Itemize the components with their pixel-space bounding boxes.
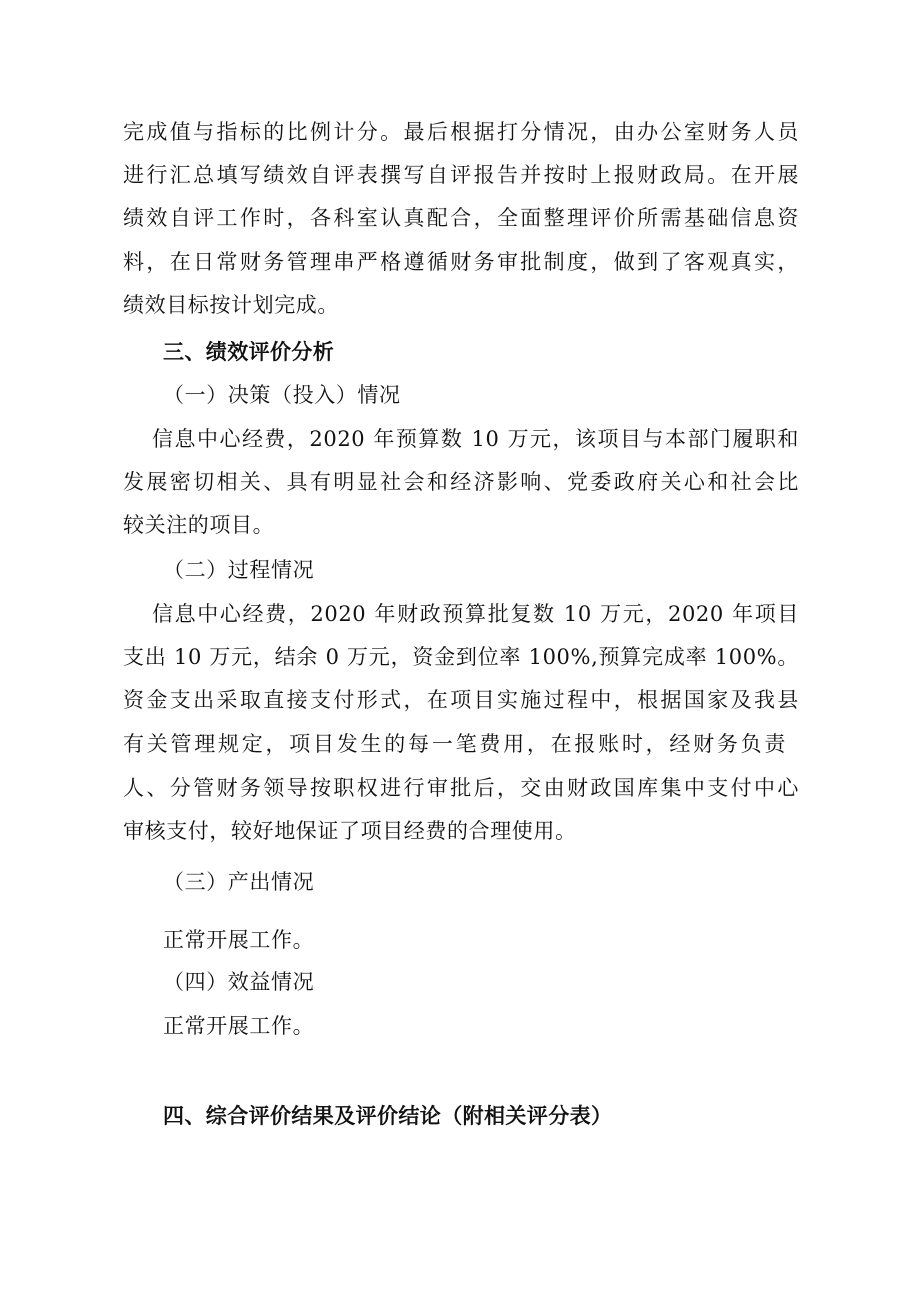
paragraph-line: 信息中心经费，2020 年预算数 10 万元，该项目与本部门履职和 [152, 427, 799, 451]
paragraph-line: 发展密切相关、具有明显社会和经济影响、党委政府关心和社会比 [123, 470, 799, 494]
section-heading-3: 三、绩效评价分析 [163, 340, 335, 364]
subsection-title-3: （三）产出情况 [163, 870, 315, 894]
subsection-title-2: （二）过程情况 [163, 558, 315, 582]
subsection-3-text: 正常开展工作。 [163, 928, 315, 952]
paragraph-line: 有关管理规定，项目发生的每一笔费用，在报账时，经财务负责 [123, 732, 786, 756]
subsection-4-text: 正常开展工作。 [163, 1014, 315, 1038]
paragraph-line: 较关注的项目。 [123, 513, 275, 537]
section-heading-4: 四、综合评价结果及评价结论（附相关评分表） [163, 1104, 613, 1128]
paragraph-line: 信息中心经费，2020 年财政预算批复数 10 万元，2020 年项目 [152, 602, 799, 626]
paragraph-line: 料，在日常财务管理串严格遵循财务审批制度，做到了客观真实， [123, 250, 799, 274]
paragraph-line: 人、分管财务领导按职权进行审批后，交由财政国库集中支付中心 [123, 776, 799, 800]
paragraph-line: 资金支出采取直接支付形式，在项目实施过程中，根据国家及我县 [123, 688, 799, 712]
subsection-title-4: （四）效益情况 [163, 970, 315, 994]
paragraph-line: 支出 10 万元，结余 0 万元，资金到位率 100%,预算完成率 100%。 [123, 645, 799, 669]
paragraph-line: 完成值与指标的比例计分。最后根据打分情况，由办公室财务人员 [123, 120, 799, 144]
paragraph-line: 审核支付，较好地保证了项目经费的合理使用。 [123, 819, 577, 843]
paragraph-line: 绩效目标按计划完成。 [123, 293, 339, 317]
subsection-title-1: （一）决策（投入）情况 [163, 383, 401, 407]
paragraph-line: 进行汇总填写绩效自评表撰写自评报告并按时上报财政局。在开展 [123, 163, 799, 187]
paragraph-line: 绩效自评工作时，各科室认真配合，全面整理评价所需基础信息资 [123, 206, 799, 230]
